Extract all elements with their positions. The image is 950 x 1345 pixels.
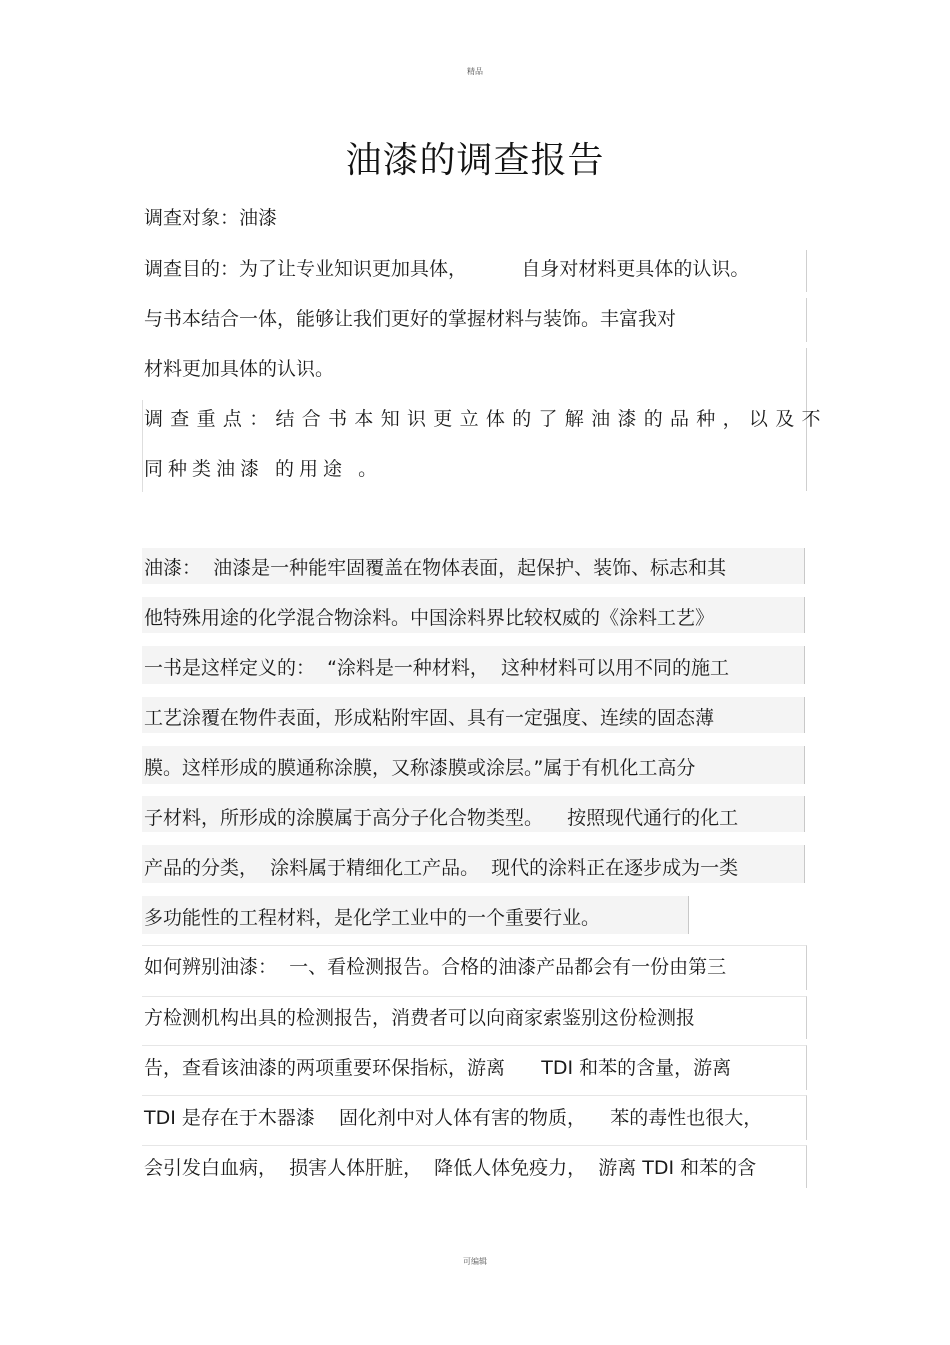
paragraph-line: 会引发白血病， 损害人体肝脏， 降低人体免疫力， 游离 TDI 和苯的含 [144,1157,757,1179]
paragraph-line: 与书本结合一体，能够让我们更好的掌握材料与装饰。丰富我对 [144,308,677,330]
paragraph-line: 子材料，所形成的涂膜属于高分子化合物类型。 按照现代通行的化工 [144,807,739,829]
paragraph-line: 一书是这样定义的： “涂料是一种材料， 这种材料可以用不同的施工 [144,657,730,679]
paragraph-line: 调查目的：为了让专业知识更加具体， 自身对材料更具体的认识。 [144,258,750,280]
paragraph-line: 方检测机构出具的检测报告，消费者可以向商家索鉴别这份检测报 [144,1007,696,1029]
paragraph-line: 他特殊用途的化学混合物涂料。中国涂料界比较权威的《涂料工艺》 [144,607,715,629]
footer-note: 可编辑 [463,1257,487,1266]
paragraph-line: 调查对象：油漆 [144,207,278,229]
paragraph-line: 材料更加具体的认识。 [144,358,335,380]
paragraph-line: 油漆： 油漆是一种能牢固覆盖在物体表面，起保护、装饰、标志和其 [144,557,727,579]
paragraph-line: 膜。这样形成的膜通称涂膜，又称漆膜或涂层。”属于有机化工高分 [144,757,696,779]
paragraph-line: 产品的分类， 涂料属于精细化工产品。 现代的涂料正在逐步成为一类 [144,857,739,879]
paragraph-line: 多功能性的工程材料，是化学工业中的一个重要行业。 [144,907,601,929]
paragraph-line: 工艺涂覆在物件表面，形成粘附牢固、具有一定强度、连续的固态薄 [144,707,715,729]
document-title: 油漆的调查报告 [345,140,605,181]
paragraph-line: TDI 是存在于木器漆 固化剂中对人体有害的物质， 苯的毒性也很大， [144,1107,763,1129]
paragraph-line: 告，查看该油漆的两项重要环保指标，游离 TDI 和苯的含量，游离 [144,1057,732,1079]
header-note: 精品 [467,67,483,76]
paragraph-line: 调查重点：结合书本知识更立体的了解油漆的品种，以及不 [144,408,828,430]
paragraph-line: 如何辨别油漆： 一、看检测报告。合格的油漆产品都会有一份由第三 [144,956,727,978]
textbox-border [142,400,143,492]
paragraph-line: 同种类油漆 的用途 。 [144,458,383,480]
